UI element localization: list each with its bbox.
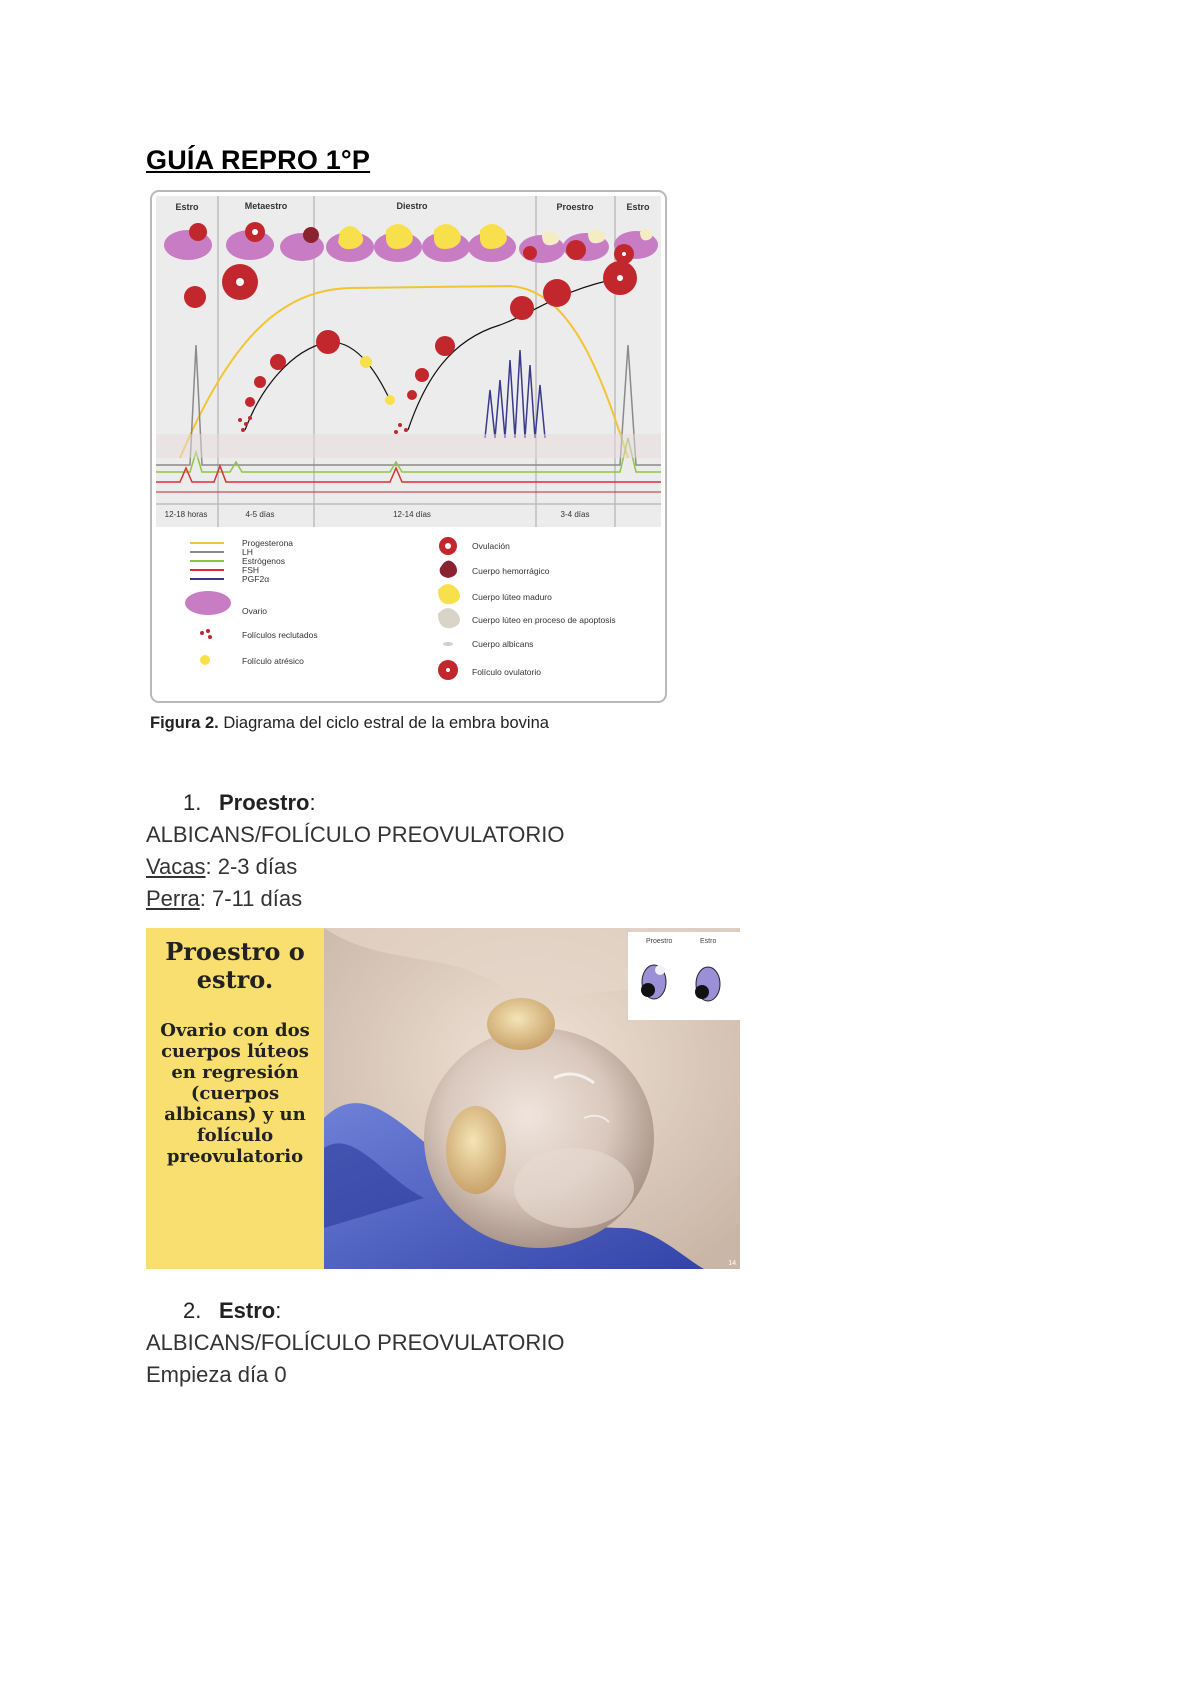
legend-label: Ovulación — [472, 541, 510, 551]
ovary-photo-slide — [146, 928, 740, 1269]
foliculo-preovulatorio — [514, 1148, 634, 1228]
duration-label: 4-5 días — [245, 510, 275, 519]
legend-label: Folículo ovulatorio — [472, 667, 541, 677]
duration-perra: Perra: 7-11 días — [146, 886, 303, 911]
slide-text-panel — [146, 928, 324, 1269]
inset-label: Estro — [700, 938, 717, 945]
section-text: ALBICANS/FOLÍCULO PREOVULATORIO — [146, 1330, 565, 1355]
slide-body: Ovario con dos cuerpos lúteos en regresión (cuerpos albicans) y un folículo preovulatorio — [160, 1020, 310, 1167]
phase-label: Estro — [626, 202, 650, 212]
cuerpo-albicans-2 — [446, 1106, 506, 1194]
legend-label: FSH — [242, 565, 259, 575]
duration-label: 12-18 horas — [164, 510, 208, 519]
slide-title: Proestro o estro. — [165, 937, 305, 994]
section-text: ALBICANS/FOLÍCULO PREOVULATORIO — [146, 822, 565, 847]
duration-label: 12-14 días — [393, 510, 431, 519]
section-heading-proestro: 1. Proestro: — [183, 790, 316, 815]
figure-caption: Figura 2. Diagrama del ciclo estral de la embra bovina — [150, 714, 549, 732]
section-text: Empieza día 0 — [146, 1362, 287, 1387]
inset-label: Proestro — [646, 938, 673, 945]
legend-label: LH — [242, 547, 253, 557]
slide-page-number: 14 — [728, 1260, 736, 1267]
estrous-cycle-diagram — [150, 190, 667, 703]
cuerpo-albicans-1 — [487, 998, 555, 1050]
legend-label: PGF2α — [242, 574, 270, 584]
ovary-inset — [628, 932, 740, 1020]
phase-label: Proestro — [556, 202, 594, 212]
page-title: GUÍA REPRO 1°P — [146, 145, 371, 175]
legend-label: Estrógenos — [242, 556, 285, 566]
legend-label: Cuerpo lúteo en proceso de apoptosis — [472, 615, 616, 625]
phase-label: Estro — [175, 202, 199, 212]
legend-label: Folículo atrésico — [242, 656, 304, 666]
section-heading-estro: 2. Estro: — [183, 1298, 282, 1323]
follicle-ovulatory — [189, 223, 207, 241]
legend-label: Cuerpo albicans — [472, 639, 534, 649]
legend-label: Folículos reclutados — [242, 630, 318, 640]
cuerpo-hemorragico — [303, 227, 319, 243]
phase-label: Diestro — [396, 201, 428, 211]
legend-label: Cuerpo hemorrágico — [472, 566, 550, 576]
duration-label: 3-4 días — [560, 510, 590, 519]
duration-vacas: Vacas: 2-3 días — [146, 854, 298, 879]
phase-label: Metaestro — [244, 201, 288, 211]
legend-label: Cuerpo lúteo maduro — [472, 592, 552, 602]
legend-label: Ovario — [242, 606, 268, 616]
legend-label: Progesterona — [242, 538, 294, 548]
